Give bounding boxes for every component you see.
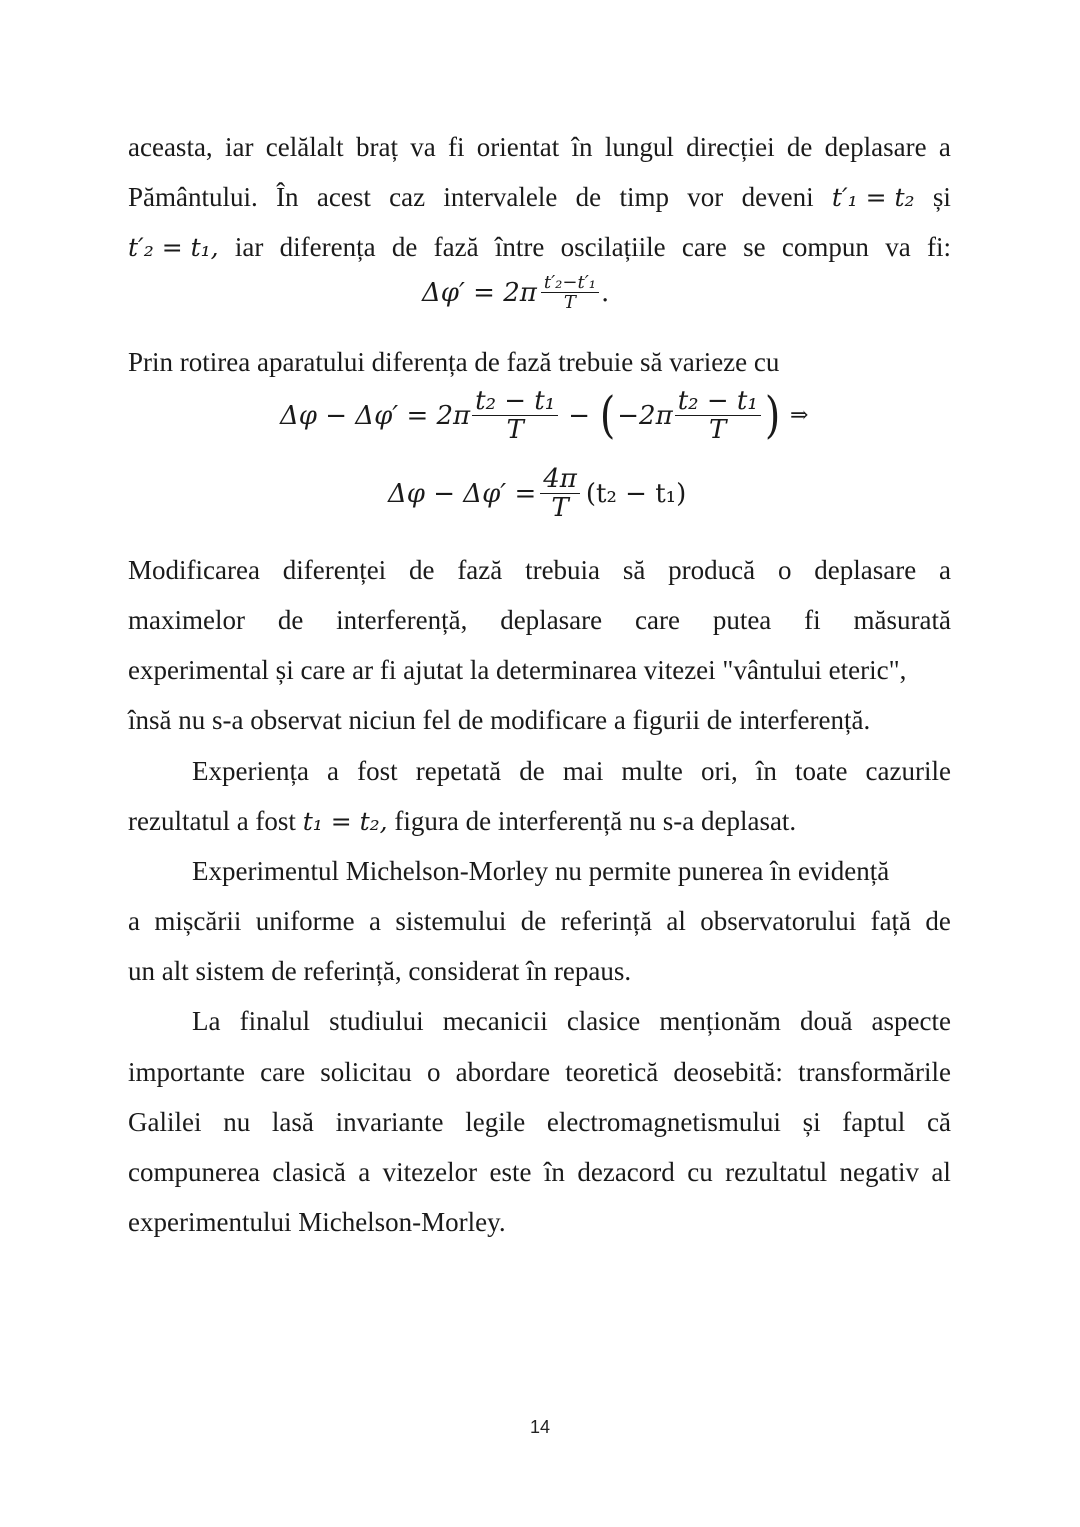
equation-1-numerator: t′₂−t′₁ [543,271,596,293]
word: să [622,554,646,585]
word: de [391,232,418,263]
word: vor [687,182,724,213]
word: între [494,232,545,263]
word: ori, [701,755,738,786]
paragraph4-line1 [128,746,951,796]
word: deplasare [500,604,603,635]
paragraph6-line3 [128,1097,951,1147]
word: diferenței [282,554,387,585]
word: observatorului [700,906,857,937]
word: repetată [415,755,502,786]
word: care [635,604,680,635]
word: mecanicii [442,1006,548,1037]
word: al [931,1157,951,1187]
word: putea [712,604,772,635]
word: nu [223,1106,251,1137]
word: Experiența [192,755,309,786]
word: în [755,755,777,786]
word: finalul [239,1006,311,1037]
paragraph5-line3: un alt sistem de referință, considerat în repaus. [128,956,632,987]
word: mișcării [154,906,242,937]
word: este [489,1157,532,1187]
word: aspecte [871,1006,951,1037]
word: de [520,906,547,937]
word: măsurată [853,604,951,635]
word: clasică [272,1157,346,1187]
paragraph6-line5: experimentului Michelson-Morley. [128,1207,506,1238]
paragraph6-line1 [128,996,951,1046]
word: a [128,906,140,937]
word: o [426,1056,441,1087]
paragraph5-line2 [128,896,951,946]
word: sistemului [395,906,507,937]
word: legile [465,1106,526,1137]
word: negativ [839,1157,919,1187]
word: diferența [279,232,376,263]
word: a [327,755,340,786]
paragraph6-line4 [128,1147,951,1197]
word: de [575,182,602,213]
word: maximelor [128,604,245,635]
equation-2-fraction-2: $\frac{\text{t₂ − t₁}}{T}$ [675,387,761,445]
word: de [925,906,951,937]
word: importante [128,1056,245,1087]
word: mai [562,755,604,786]
word: compun [781,232,869,263]
word: acest [316,182,371,213]
word: solicitau [320,1056,412,1087]
word: producă [668,554,756,585]
equation-2: Δφ − Δφ′ = 2π $\frac{\text{t₂ − t₁}}{T}$ − ( −2π $\frac{\text{t₂ − t₁}}{T}$ ) ⇒ [280,385,809,446]
inline-math-t1-prime: t′₁ = t₂ [831,183,915,213]
word: aceasta, [128,132,213,162]
word: Modificarea [128,554,260,585]
paragraph1-line3 [128,222,951,272]
word: faptul [842,1106,906,1137]
equation-2-lhs: Δφ − Δφ′ = 2π [280,400,471,431]
word: deplasare [814,554,917,585]
word: Galilei [128,1106,202,1137]
word: multe [621,755,683,786]
word: fază [457,554,503,585]
word: studiului [329,1006,424,1037]
word: interferență, [336,604,468,635]
paragraph3-line1 [128,545,951,595]
word: al [666,906,686,937]
word: două [799,1006,853,1037]
equation-3-fraction: $\frac{4\pi}{T}$ [540,465,580,523]
word: rezultatul [725,1157,828,1187]
equation-1-period: . [601,277,610,308]
word: fost [357,755,398,786]
word: În [276,182,299,213]
word: fi [448,132,465,162]
word: teoretică [565,1056,659,1087]
word: care [260,1056,306,1087]
word: celălalt [265,132,344,162]
word: fi: [926,232,951,263]
word: referință [560,906,653,937]
word: lasă [271,1106,314,1137]
word: transformările [798,1056,951,1087]
word: clasice [566,1006,641,1037]
paragraph3-line4: însă nu s-a observat niciun fel de modificare a figurii de interferență. [128,705,871,736]
word: timp [619,182,669,213]
word: intervalele [443,182,558,213]
word: invariante [335,1106,444,1137]
word: dezacord [577,1157,675,1187]
word: deosebită: [673,1056,783,1087]
word: caz [389,182,426,213]
equation-2-fraction-1: $\frac{\text{t₂ − t₁}}{T}$ [472,387,558,445]
inline-math-t2-prime: t′₂ = t₁, [128,233,219,263]
word: iar [234,232,264,263]
paragraph6-line2 [128,1047,951,1097]
page-number: 14 [529,1417,551,1437]
word-si: și [932,182,951,213]
word: lungul [604,132,674,162]
word: o [777,554,792,585]
paragraph2-line1: Prin rotirea aparatului diferența de fază trebuie să varieze cu [128,346,780,377]
word: că [926,1106,951,1137]
word: abordare [455,1056,551,1087]
word: care [681,232,727,263]
word: deveni [741,182,814,213]
word: La [192,1006,221,1037]
word: uniforme [255,906,355,937]
word: fază [433,232,479,263]
word: va [410,132,436,162]
paragraph1-line1 [128,122,951,172]
equation-3-lhs: Δφ − Δφ′ = [388,478,537,509]
word: menționăm [659,1006,781,1037]
word: de [277,604,304,635]
word: orientat [476,132,560,162]
word: vitezelor [382,1157,478,1187]
word: oscilațiile [560,232,666,263]
word: de [409,554,435,585]
word: braț [355,132,398,162]
word: iar [224,132,254,162]
word: față [870,906,912,937]
word: va [885,232,911,263]
word: se [743,232,766,263]
paragraph3-line2 [128,595,951,645]
word: direcției [686,132,775,162]
equation-1 [128,273,951,343]
word: a [369,906,382,937]
document-body [128,122,951,1247]
word: deplasare [824,132,927,162]
equation-3: Δφ − Δφ′ = $\frac{4\pi}{T}$ (t₂ − t₁) [388,463,687,524]
inline-math-t1-eq-t2: t₁ = t₂, [302,806,388,836]
word: fi [804,604,821,635]
word: trebuia [525,554,601,585]
word: de [786,132,813,162]
word: și [802,1106,821,1137]
word: în [571,132,593,162]
word: compunerea [128,1157,260,1187]
equation-1-fraction [541,273,599,314]
word: Pământului. [128,182,258,213]
equation-1-lhs: Δφ′ = 2π [422,277,537,308]
word: electromagnetismului [546,1106,781,1137]
word: a [938,132,951,162]
word: a [358,1157,371,1187]
word: cu [687,1157,713,1187]
word: de [519,755,545,786]
word: a [939,554,951,585]
paragraph4-line2: rezultatul a fost t₁ = t₂, figura de interferență nu s-a deplasat. [128,805,797,836]
paragraph5-line1: Experimentul Michelson-Morley nu permite punerea în evidență [192,855,890,886]
word: toate [794,755,848,786]
word: în [543,1157,565,1187]
equation-1-denominator: T [563,292,576,314]
word: cazurile [865,755,951,786]
paragraph1-line2 [128,172,951,222]
paragraph3-line3: experimental și care ar fi ajutat la determinarea vitezei "vântului eteric", [128,655,907,686]
